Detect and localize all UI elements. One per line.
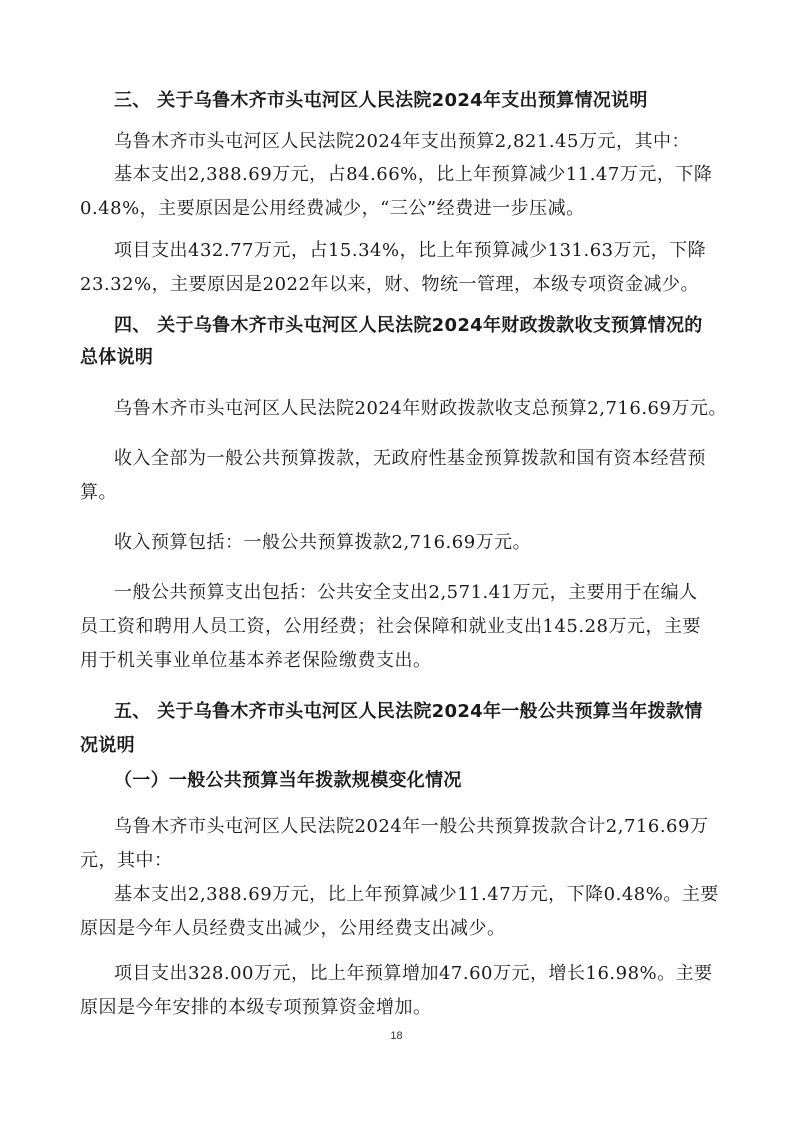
paragraph-line: 乌鲁木齐市头屯河区人民法院2024年财政拨款收支总预算2,716.69万元。 [114,398,727,419]
paragraph-line: 项目支出328.00万元，比上年预算增加47.60万元，增长16.98%。主要 [114,963,713,984]
paragraph-line: 基本支出2,388.69万元，占84.66%，比上年预算减少11.47万元，下降 [114,164,713,185]
paragraph-line: 乌鲁木齐市头屯河区人民法院2024年一般公共预算拨款合计2,716.69万 [114,816,709,837]
paragraph-line: 用于机关事业单位基本养老保险缴费支出。 [80,650,432,671]
page-number: 18 [390,1030,403,1042]
paragraph-line: 原因是今年安排的本级专项预算资金增加。 [80,997,432,1018]
subsection-heading: （一）一般公共预算当年拨款规模变化情况 [114,770,462,791]
paragraph-line: 乌鲁木齐市头屯河区人民法院2024年支出预算2,821.45万元，其中： [114,131,690,152]
section-3-heading: 三、 关于乌鲁木齐市头屯河区人民法院2024年支出预算情况说明 [114,90,648,111]
paragraph-line: 基本支出2,388.69万元，比上年预算减少11.47万元，下降0.48%。主要 [114,884,719,905]
section-5-heading-cont: 况说明 [80,735,135,756]
paragraph-line: 项目支出432.77万元，占15.34%，比上年预算减少131.63万元，下降 [114,240,707,261]
paragraph-line: 员工资和聘用人员工资，公用经费；社会保障和就业支出145.28万元，主要 [80,616,701,637]
paragraph-line: 收入全部为一般公共预算拨款，无政府性基金预算拨款和国有资本经营预 [114,448,706,469]
section-4-heading: 四、 关于乌鲁木齐市头屯河区人民法院2024年财政拨款收支预算情况的 [114,315,703,336]
section-4-heading-cont: 总体说明 [80,347,154,368]
paragraph-line: 原因是今年人员经费支出减少，公用经费支出减少。 [80,918,506,939]
paragraph-line: 收入预算包括：一般公共预算拨款2,716.69万元。 [114,532,532,553]
paragraph-line: 一般公共预算支出包括：公共安全支出2,571.41万元，主要用于在编人 [114,582,698,603]
paragraph-line: 算。 [80,482,117,503]
paragraph-line: 0.48%，主要原因是公用经费减少，“三公”经费进一步压减。 [80,198,585,219]
paragraph-line: 元，其中： [80,850,173,871]
paragraph-line: 23.32%，主要原因是2022年以来，财、物统一管理，本级专项资金减少。 [80,274,699,295]
section-5-heading: 五、 关于乌鲁木齐市头屯河区人民法院2024年一般公共预算当年拨款情 [114,701,703,722]
